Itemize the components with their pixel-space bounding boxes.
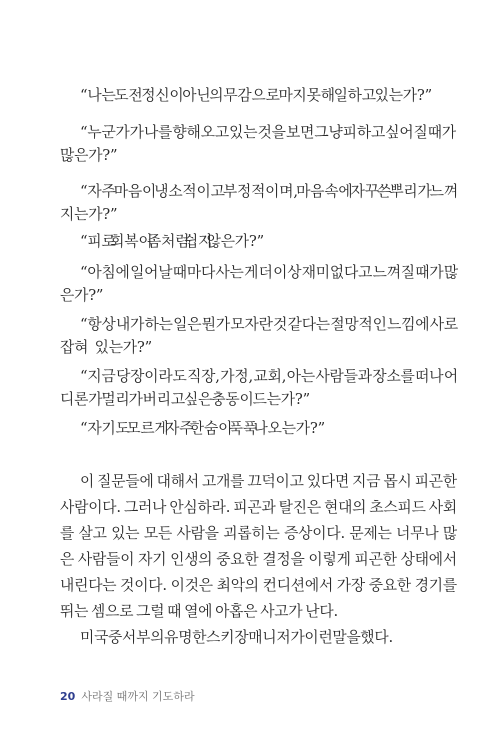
question-line-11: “지금 당장이라도 직장, 가정, 교회, 아는 사람들과 장소를 떠나 어 bbox=[80, 368, 458, 385]
paragraph-line-1: 이 질문들에 대해서 고개를 끄덕이고 있다면 지금 몹시 피곤한 bbox=[80, 473, 457, 490]
paragraph-line-5: 내린다는 것이다. 이것은 최악의 컨디션에서 가장 중요한 경기를 bbox=[60, 577, 457, 594]
book-title: 사라질 때까지 기도하라 bbox=[81, 690, 195, 703]
question-line-13: “자기도 모르게 자주 한숨이 푹푹 나오는가?” bbox=[80, 420, 325, 437]
question-line-5: 지는가?” bbox=[60, 206, 118, 223]
paragraph-line-7: 미국 중서부의 유명한 스키장 매니저가 이런 말을 했다. bbox=[80, 629, 393, 646]
question-line-12: 디론가 멀리 가버리고 싶은 충동이 드는가?” bbox=[60, 391, 310, 408]
question-line-8: 은가?” bbox=[60, 287, 104, 304]
running-footer bbox=[60, 690, 195, 704]
paragraph-line-6: 뛰는 셈으로 그럴 때 열에 아홉은 사고가 난다. bbox=[60, 603, 338, 620]
paragraph-line-2: 사람이다. 그러나 안심하라. 피곤과 탈진은 현대의 초스피드 사회 bbox=[60, 499, 457, 516]
question-line-10: 잡혀 있는가?” bbox=[60, 339, 152, 356]
question-line-7: “아침에 일어날 때마다 사는 게 더 이상 재미없다고 느껴질 때가 많 bbox=[80, 264, 458, 281]
question-line-2: “누군가가 나를 향해 오고 있는 것을 보면 그냥 피하고 싶어질 때가 bbox=[80, 124, 456, 141]
paragraph-line-4: 은 사람들이 자기 인생의 중요한 결정을 이렇게 피곤한 상태에서 bbox=[60, 551, 457, 568]
question-line-6: “피로 회복이 좀처럼 쉽지 않은가?” bbox=[80, 233, 264, 250]
question-line-1: “나는 도전 정신이 아닌 의무감으로 마지못해 일하고 있는가?” bbox=[80, 87, 432, 104]
page-number: 20 bbox=[60, 690, 76, 703]
question-line-9: “항상 내가 하는 일은 뭔가 모자란 것 같다는 절망적인 느낌에 사로 bbox=[80, 316, 458, 333]
question-line-3: 많은가?” bbox=[60, 147, 118, 164]
paragraph-line-3: 를 살고 있는 모든 사람을 괴롭히는 증상이다. 문제는 너무나 많 bbox=[60, 525, 457, 542]
question-line-4: “자주 마음이 냉소적이고 부정적이며, 마음속에 자꾸 쓴 뿌리가 느껴 bbox=[80, 183, 458, 200]
